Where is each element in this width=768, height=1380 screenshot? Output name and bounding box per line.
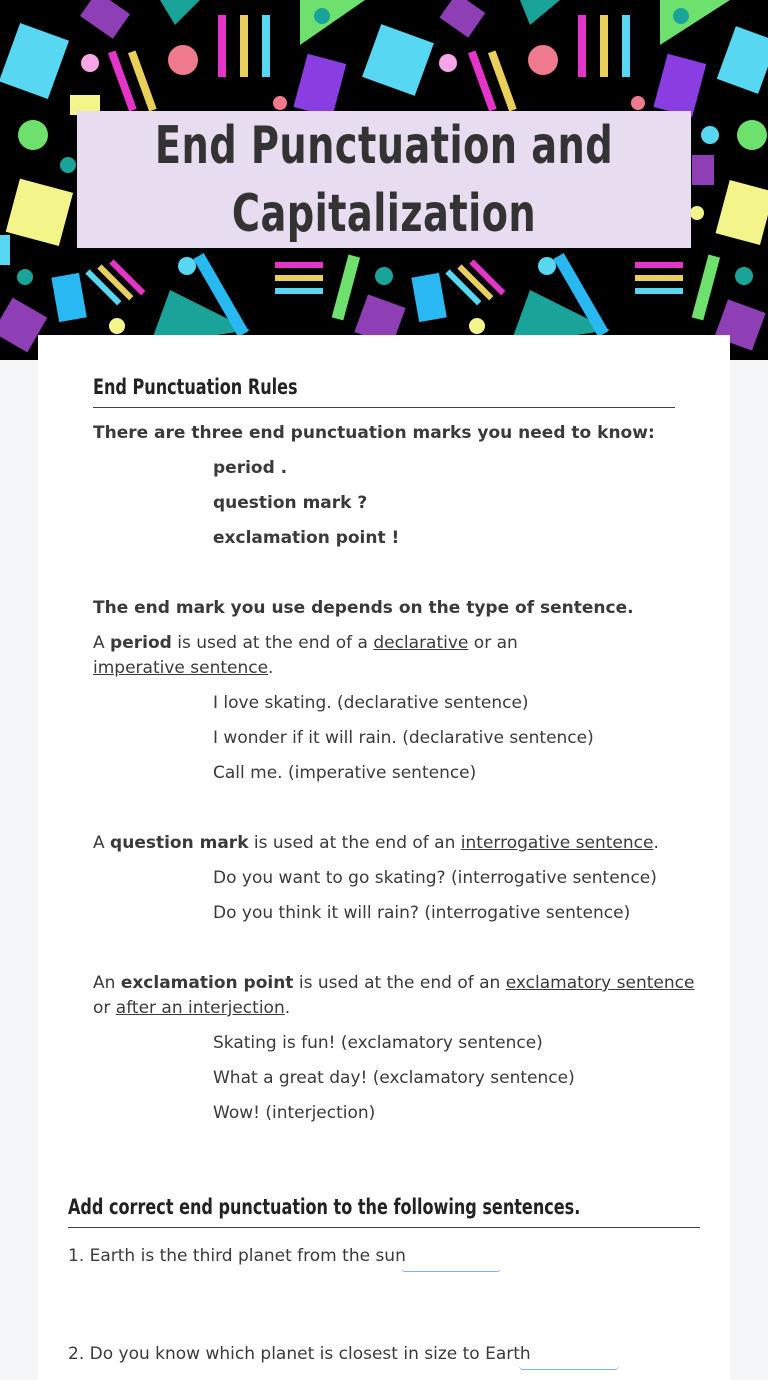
rules-intro: There are three end punctuation marks you need to know: xyxy=(93,423,655,443)
question-1-text: 1. Earth is the third planet from the sun xyxy=(68,1246,406,1266)
exclaim-example: What a great day! (exclamatory sentence) xyxy=(213,1068,575,1088)
answer-2-input[interactable] xyxy=(519,1349,619,1370)
question-example: Do you think it will rain? (interrogative sentence) xyxy=(213,903,631,923)
question-rule: A question mark is used at the end of an interrogative sentence. xyxy=(93,833,659,853)
period-example: I wonder if it will rain. (declarative sentence) xyxy=(213,728,594,748)
rules-depends: The end mark you use depends on the type of sentence. xyxy=(93,598,634,618)
exclaim-rule: An exclamation point is used at the end of an exclamatory sentence xyxy=(93,973,695,993)
period-example: I love skating. (declarative sentence) xyxy=(213,693,529,713)
worksheet-card xyxy=(38,335,730,1380)
mark-period: period . xyxy=(213,458,288,478)
period-rule: A period is used at the end of a declarative or an xyxy=(93,633,518,653)
question-example: Do you want to go skating? (interrogative sentence) xyxy=(213,868,657,888)
exercise-heading: Add correct end punctuation to the following sentences. xyxy=(68,1195,700,1228)
exclaim-example: Skating is fun! (exclamatory sentence) xyxy=(213,1033,543,1053)
page-title: End Punctuation and Capitalization xyxy=(154,115,614,244)
mark-exclamation: exclamation point ! xyxy=(213,528,400,548)
exercise-section xyxy=(68,1195,700,1228)
rules-heading: End Punctuation Rules xyxy=(93,375,675,408)
exclaim-rule-cont: or after an interjection. xyxy=(93,998,291,1018)
exclaim-example: Wow! (interjection) xyxy=(213,1103,376,1123)
period-example: Call me. (imperative sentence) xyxy=(213,763,477,783)
period-rule-cont: imperative sentence. xyxy=(93,658,274,678)
question-2-text: 2. Do you know which planet is closest in size to Earth xyxy=(68,1344,531,1364)
rules-section xyxy=(93,375,675,408)
answer-1-input[interactable] xyxy=(401,1251,501,1272)
title-box xyxy=(77,111,691,248)
mark-question: question mark ? xyxy=(213,493,368,513)
header-banner xyxy=(0,0,768,360)
